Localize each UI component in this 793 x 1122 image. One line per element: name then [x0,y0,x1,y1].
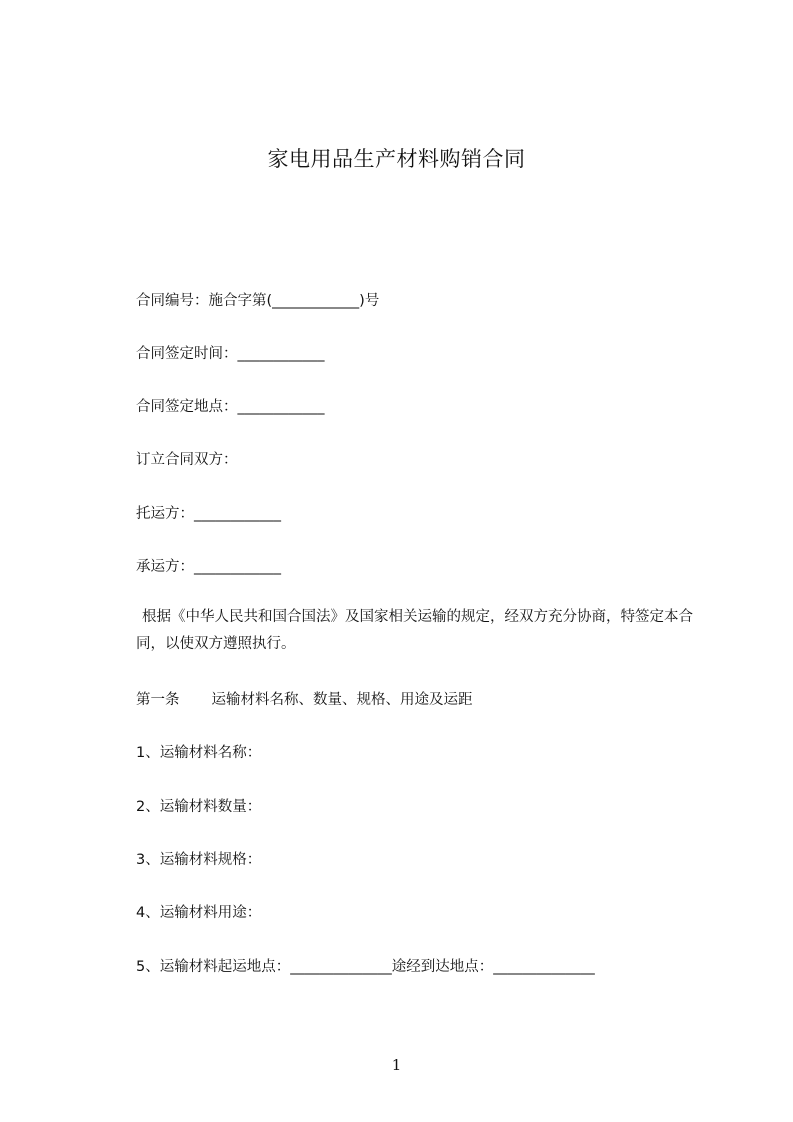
carrier-line: 承运方：____________ [136,559,281,575]
parties-heading: 订立合同双方： [136,452,238,468]
preamble-paragraph [136,604,716,658]
list-item: 4、运输材料用途： [136,905,262,921]
article-1-label: 第一条 [136,692,180,708]
preamble-text: 根据《中华人民共和国合国法》及国家相关运输的规定，经双方充分协商，特签定本合同，以使双方遵照执行。 [136,609,693,652]
sign-place-line: 合同签定地点：____________ [136,399,325,415]
list-item: 1、运输材料名称： [136,745,262,761]
contract-number-line: 合同编号：施合字第(____________)号 [136,293,380,309]
consignor-line: 托运方：____________ [136,506,281,522]
sign-time-line: 合同签定时间：____________ [136,346,325,362]
article-1-title: 运输材料名称、数量、规格、用途及运距 [211,692,473,708]
article-1-heading [136,690,473,710]
page-number: 1 [391,1056,402,1074]
list-item: 3、运输材料规格： [136,852,262,868]
document-title: 家电用品生产材料购销合同 [267,147,526,171]
list-item: 5、运输材料起运地点：______________途经到达地点：______________ [136,959,595,975]
list-item: 2、运输材料数量： [136,799,262,815]
